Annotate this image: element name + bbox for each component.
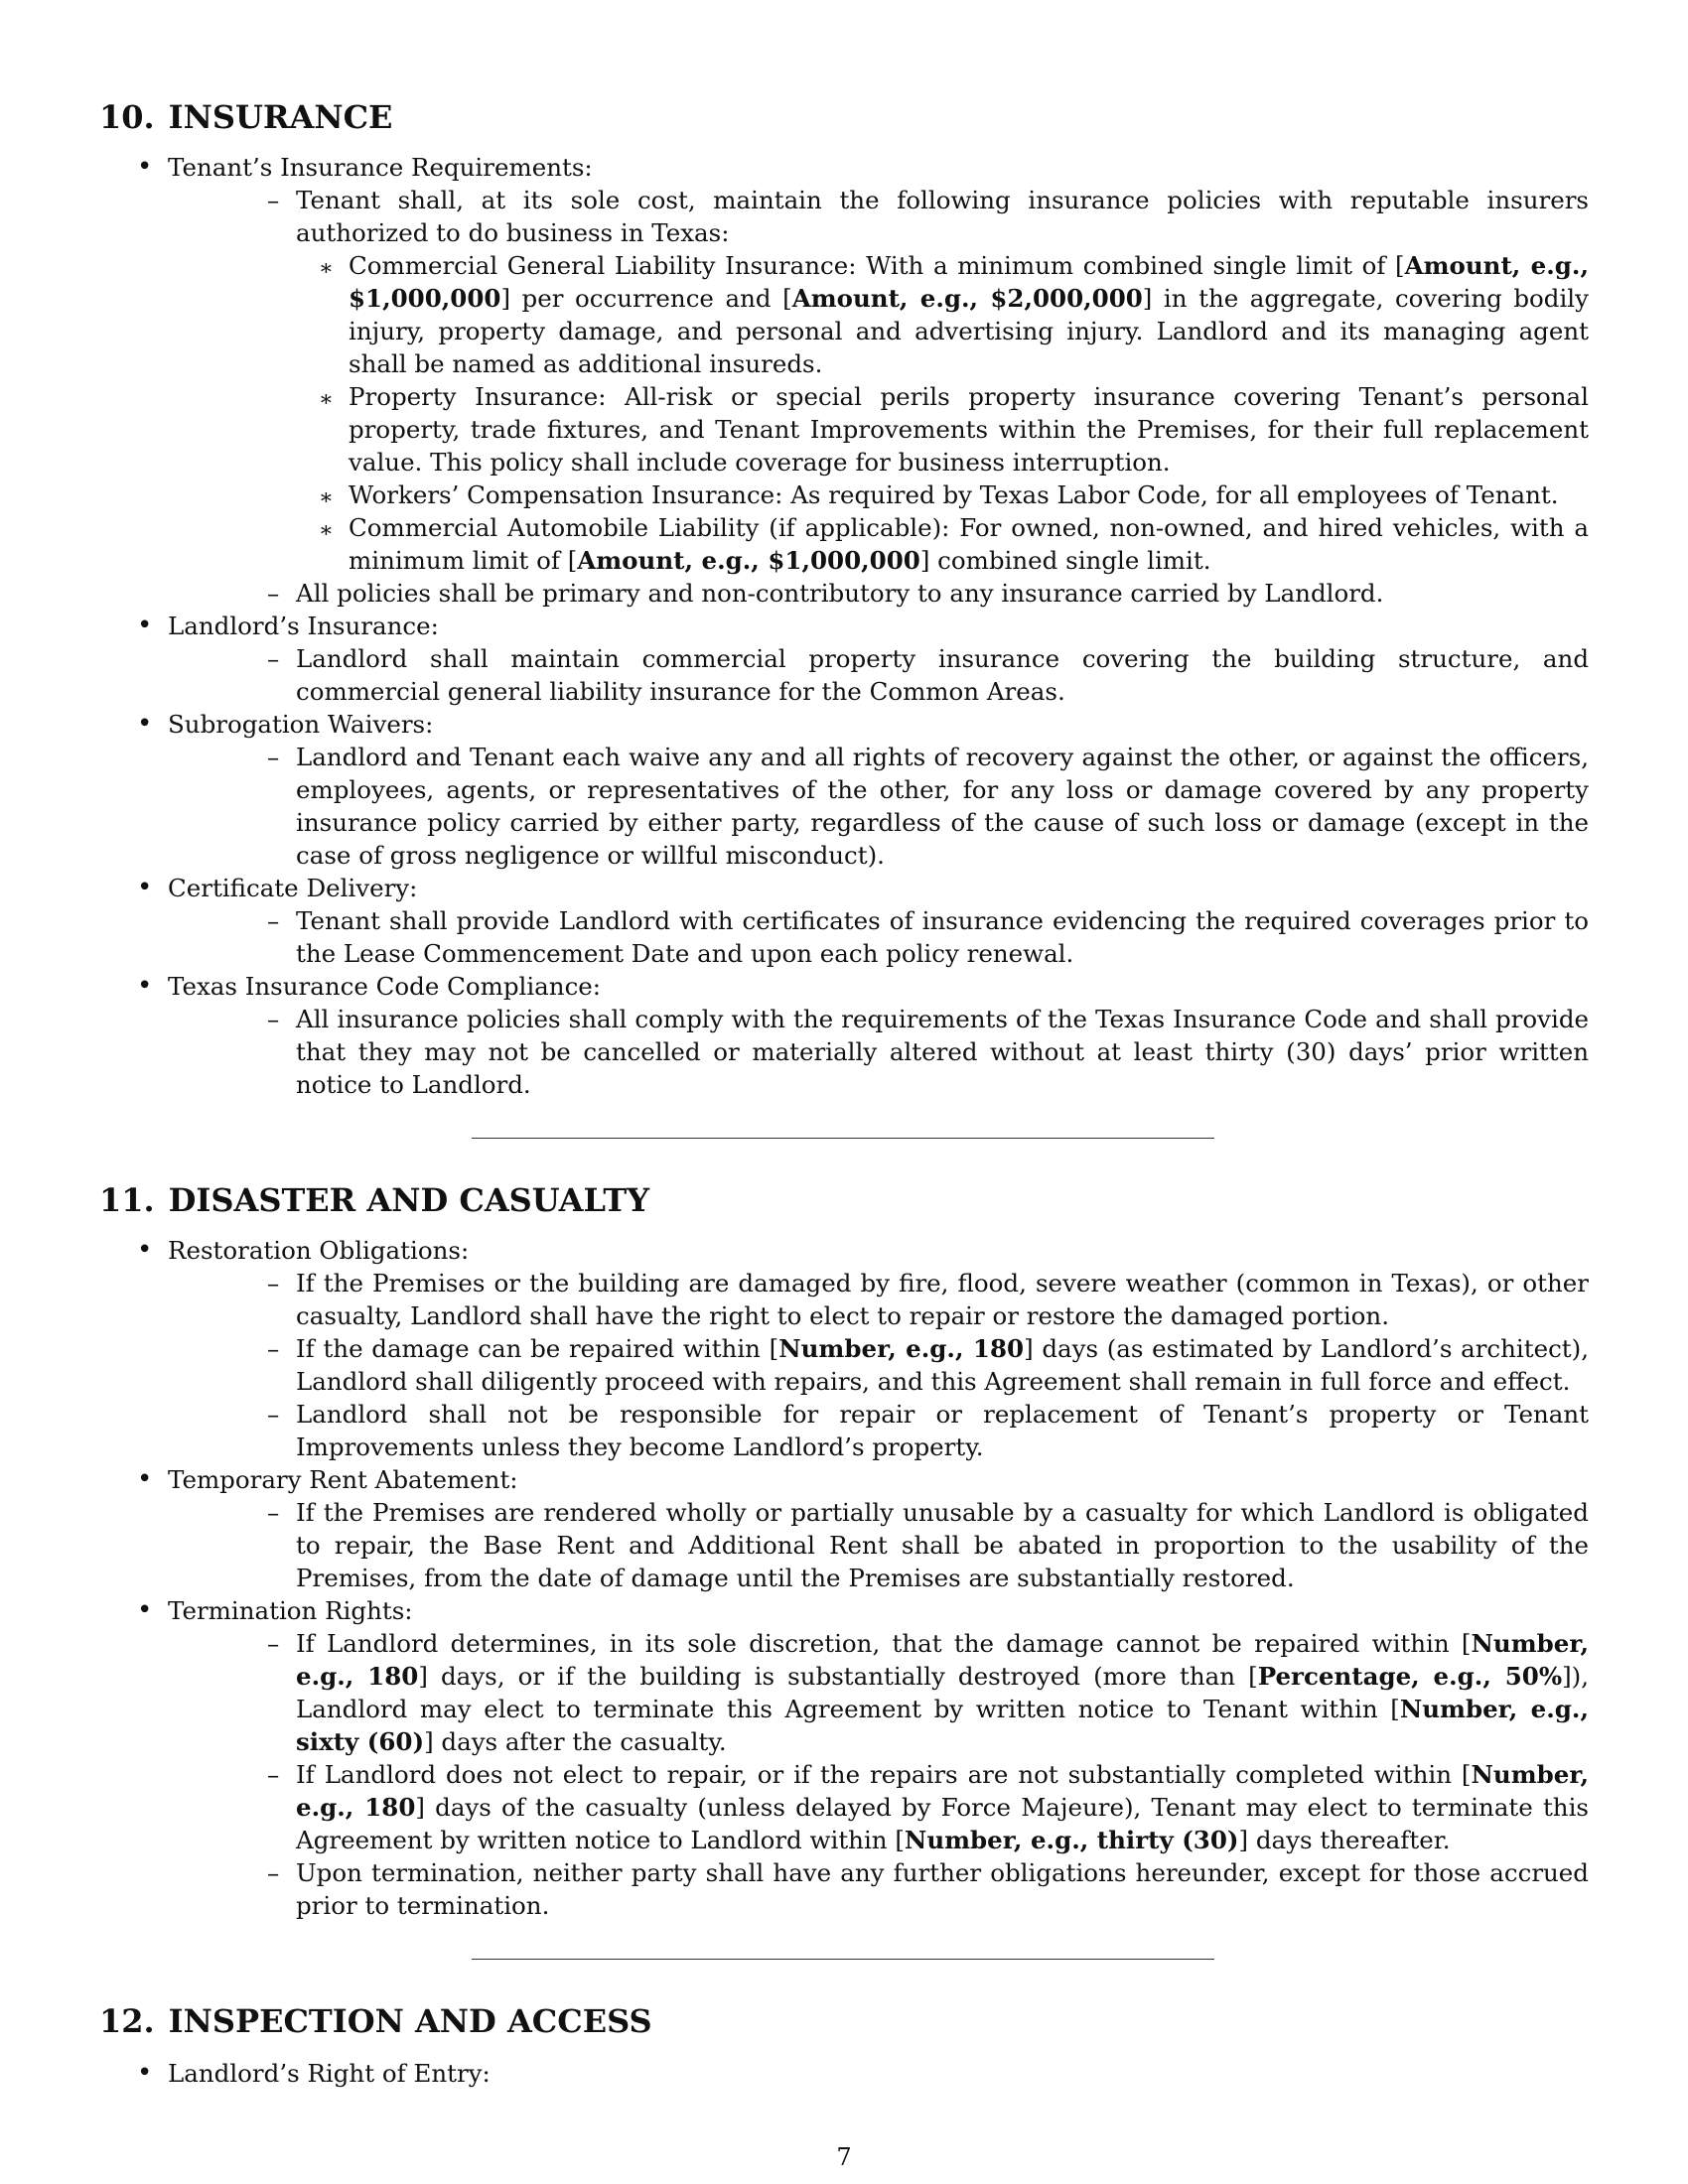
list-item-label: Texas Insurance Code Compliance: xyxy=(168,972,602,1001)
section-heading xyxy=(99,1180,1589,1220)
dash-icon: – xyxy=(267,1629,280,1658)
list-item-label: Temporary Rent Abatement: xyxy=(168,1465,518,1494)
page-number: 7 xyxy=(836,2143,852,2171)
section-disaster-and-casualty xyxy=(99,1180,1589,1960)
dash-icon: – xyxy=(267,1498,280,1527)
document-page xyxy=(99,97,1589,2090)
bullet-icon: • xyxy=(137,1235,153,1265)
text-run: If Landlord determines, in its sole discretion, that the damage cannot be repaired within [ xyxy=(296,1629,1472,1658)
section-number: 11. xyxy=(99,1181,155,1219)
star-icon: ∗ xyxy=(319,518,334,543)
sub-list-item xyxy=(168,184,1589,249)
sub-list xyxy=(168,1003,1589,1101)
sub-list-item-text: Landlord shall not be responsible for repair or replacement of Tenant’s property or Tenant Improvements unless they become Landlord’s property. xyxy=(296,1400,1589,1461)
bullet-icon: • xyxy=(137,1464,153,1494)
bullet-icon: • xyxy=(137,2058,153,2088)
bullet-icon: • xyxy=(137,1595,153,1625)
dash-icon: – xyxy=(267,906,280,935)
sub-list-item xyxy=(168,1003,1589,1101)
sub-list-item xyxy=(168,1267,1589,1332)
sub-sub-list-item xyxy=(168,380,1589,478)
sub-sub-list-item xyxy=(168,511,1589,577)
sub-list-item xyxy=(168,1496,1589,1594)
text-run: Commercial Automobile Liability (if applicable): For owned, non-owned, and hired vehicles, with a minimum limit of [ xyxy=(349,513,1589,575)
sub-list xyxy=(168,1627,1589,1922)
bullet-icon: • xyxy=(137,873,153,902)
text-run: ] in the aggregate, covering bodily injury, property damage, and personal and advertising injury. Landlord and its managing agent shall be named as additional insureds. xyxy=(349,284,1589,378)
section-divider xyxy=(472,1959,1214,1960)
sub-list-item xyxy=(168,1856,1589,1922)
sub-list xyxy=(168,904,1589,970)
list-item xyxy=(99,708,1589,872)
list-item xyxy=(99,1234,1589,1463)
bullet-icon: • xyxy=(137,709,153,739)
star-icon: ∗ xyxy=(319,256,334,281)
section-heading xyxy=(99,97,1589,137)
dash-icon: – xyxy=(267,644,280,673)
dash-icon: – xyxy=(267,579,280,608)
sub-list-item xyxy=(168,741,1589,872)
sub-list xyxy=(168,1496,1589,1594)
sub-list xyxy=(168,1267,1589,1463)
sub-list-item xyxy=(168,1758,1589,1856)
sub-list-item xyxy=(168,904,1589,970)
section-list xyxy=(99,1234,1589,1922)
list-item xyxy=(99,970,1589,1101)
sub-sub-list-item xyxy=(168,249,1589,380)
sub-list-item-text: Landlord shall maintain commercial property insurance covering the building structure, and commercial general liability insurance for the Common Areas. xyxy=(296,644,1589,706)
placeholder-amount: Amount, e.g., $2,000,000 xyxy=(791,284,1143,313)
placeholder-number: Number, e.g., thirty (30) xyxy=(904,1826,1239,1854)
star-icon: ∗ xyxy=(319,485,334,510)
section-list xyxy=(99,151,1589,1101)
sub-list xyxy=(168,741,1589,872)
sub-list-item-text: Landlord and Tenant each waive any and all rights of recovery against the other, or against the officers, employees, agents, or representatives of the other, for any loss or damage covered by any property insurance policy carried by either party, regardless of the cause of such loss or damage (except in the case of gross negligence or willful misconduct). xyxy=(296,743,1589,870)
section-insurance xyxy=(99,97,1589,1139)
sub-list xyxy=(168,184,1589,249)
sub-list-item xyxy=(168,1332,1589,1398)
text-run: ] combined single limit. xyxy=(919,546,1211,575)
sub-list-item-text: Tenant shall, at its sole cost, maintain the following insurance policies with reputable insurers authorized to do business in Texas: xyxy=(296,186,1589,247)
sub-list-item-text: All policies shall be primary and non-contributory to any insurance carried by Landlord. xyxy=(296,579,1384,608)
placeholder-number: Number, e.g., 180 xyxy=(778,1334,1025,1363)
sub-list xyxy=(168,577,1589,610)
dash-icon: – xyxy=(267,186,280,214)
text-run: ] days thereafter. xyxy=(1238,1826,1451,1854)
section-inspection-and-access xyxy=(99,2001,1589,2090)
placeholder-number: Number, e.g., 180 xyxy=(296,1760,1589,1822)
sub-sub-list-item-text: Workers’ Compensation Insurance: As required by Texas Labor Code, for all employees of Tenant. xyxy=(349,480,1559,509)
sub-list-item-text: All insurance policies shall comply with the requirements of the Texas Insurance Code and shall provide that they may not be cancelled or materially altered without at least thirty (30) days’ prior written notice to Landlord. xyxy=(296,1005,1589,1099)
sub-list-item-text: Upon termination, neither party shall have any further obligations hereunder, except for those accrued prior to termination. xyxy=(296,1858,1589,1920)
text-run: ] per occurrence and [ xyxy=(500,284,792,313)
list-item-label: Restoration Obligations: xyxy=(168,1236,470,1265)
list-item xyxy=(99,1463,1589,1594)
section-title: INSURANCE xyxy=(168,98,393,136)
dash-icon: – xyxy=(267,1858,280,1887)
sub-list-item-text: If the Premises are rendered wholly or partially unusable by a casualty for which Landlord is obligated to repair, the Base Rent and Additional Rent shall be abated in proportion to the usability of the Premises, from the date of damage until the Premises are substantially restored. xyxy=(296,1498,1589,1592)
dash-icon: – xyxy=(267,1269,280,1297)
placeholder-percentage: Percentage, e.g., 50% xyxy=(1257,1662,1563,1691)
section-heading xyxy=(99,2001,1589,2041)
placeholder-amount: Amount, e.g., $1,000,000 xyxy=(577,546,920,575)
list-item xyxy=(99,872,1589,970)
sub-sub-list-item xyxy=(168,478,1589,511)
text-run: If the damage can be repaired within [ xyxy=(296,1334,779,1363)
section-list xyxy=(99,2057,1589,2090)
dash-icon: – xyxy=(267,1334,280,1363)
bullet-icon: • xyxy=(137,971,153,1001)
placeholder-number: Number, e.g., sixty (60) xyxy=(296,1695,1589,1756)
bullet-icon: • xyxy=(137,611,153,640)
sub-sub-list-item-text xyxy=(349,511,1589,577)
dash-icon: – xyxy=(267,743,280,771)
dash-icon: – xyxy=(267,1400,280,1429)
star-icon: ∗ xyxy=(319,387,334,412)
section-title: DISASTER AND CASUALTY xyxy=(168,1181,650,1219)
sub-list-item-text xyxy=(296,1758,1589,1856)
text-run: If Landlord does not elect to repair, or if the repairs are not substantially completed within [ xyxy=(296,1760,1472,1789)
text-run: ] days, or if the building is substantially destroyed (more than [ xyxy=(418,1662,1258,1691)
placeholder-amount: Amount, e.g., $1,000,000 xyxy=(349,251,1589,313)
text-run: Commercial General Liability Insurance: With a minimum combined single limit of [ xyxy=(349,251,1405,280)
sub-list xyxy=(168,642,1589,708)
sub-sub-list-item-text xyxy=(349,249,1589,380)
sub-list-item xyxy=(168,1627,1589,1758)
list-item xyxy=(99,2057,1589,2090)
sub-list-item xyxy=(168,642,1589,708)
sub-list-item xyxy=(168,577,1589,610)
list-item xyxy=(99,1594,1589,1922)
list-item-label: Termination Rights: xyxy=(168,1596,413,1625)
text-run: ]), Landlord may elect to terminate this Agreement by written notice to Tenant within [ xyxy=(296,1662,1590,1723)
dash-icon: – xyxy=(267,1005,280,1033)
sub-list-item-text: If the Premises or the building are damaged by fire, flood, severe weather (common in Texas), or other casualty, Landlord shall have the right to elect to repair or restore the damaged portion. xyxy=(296,1269,1589,1330)
list-item-label: Landlord’s Right of Entry: xyxy=(168,2059,491,2088)
sub-list-item xyxy=(168,1398,1589,1463)
sub-list-item-text xyxy=(296,1627,1589,1758)
sub-sub-list xyxy=(168,249,1589,577)
section-divider xyxy=(472,1138,1214,1139)
text-run: ] days of the casualty (unless delayed by Force Majeure), Tenant may elect to terminate this Agreement by written notice to Landlord within [ xyxy=(296,1793,1589,1854)
placeholder-number: Number, e.g., 180 xyxy=(296,1629,1589,1691)
sub-list-item-text: Tenant shall provide Landlord with certificates of insurance evidencing the required coverages prior to the Lease Commencement Date and upon each policy renewal. xyxy=(296,906,1589,968)
list-item xyxy=(99,610,1589,708)
section-title: INSPECTION AND ACCESS xyxy=(168,2002,652,2040)
list-item xyxy=(99,151,1589,610)
sub-list-item-text xyxy=(296,1332,1589,1398)
text-run: ] days after the casualty. xyxy=(424,1727,727,1756)
dash-icon: – xyxy=(267,1760,280,1789)
section-number: 10. xyxy=(99,98,155,136)
list-item-label: Landlord’s Insurance: xyxy=(168,612,439,640)
list-item-label: Certificate Delivery: xyxy=(168,874,418,902)
section-number: 12. xyxy=(99,2002,155,2040)
list-item-label: Subrogation Waivers: xyxy=(168,710,434,739)
bullet-icon: • xyxy=(137,152,153,182)
list-item-label: Tenant’s Insurance Requirements: xyxy=(168,153,593,182)
sub-sub-list-item-text: Property Insurance: All-risk or special perils property insurance covering Tenant’s personal property, trade fixtures, and Tenant Improvements within the Premises, for their full replacement value. This policy shall include coverage for business interruption. xyxy=(349,382,1589,477)
text-run: ] days (as estimated by Landlord’s architect), Landlord shall diligently proceed with repairs, and this Agreement shall remain in full force and effect. xyxy=(296,1334,1590,1396)
